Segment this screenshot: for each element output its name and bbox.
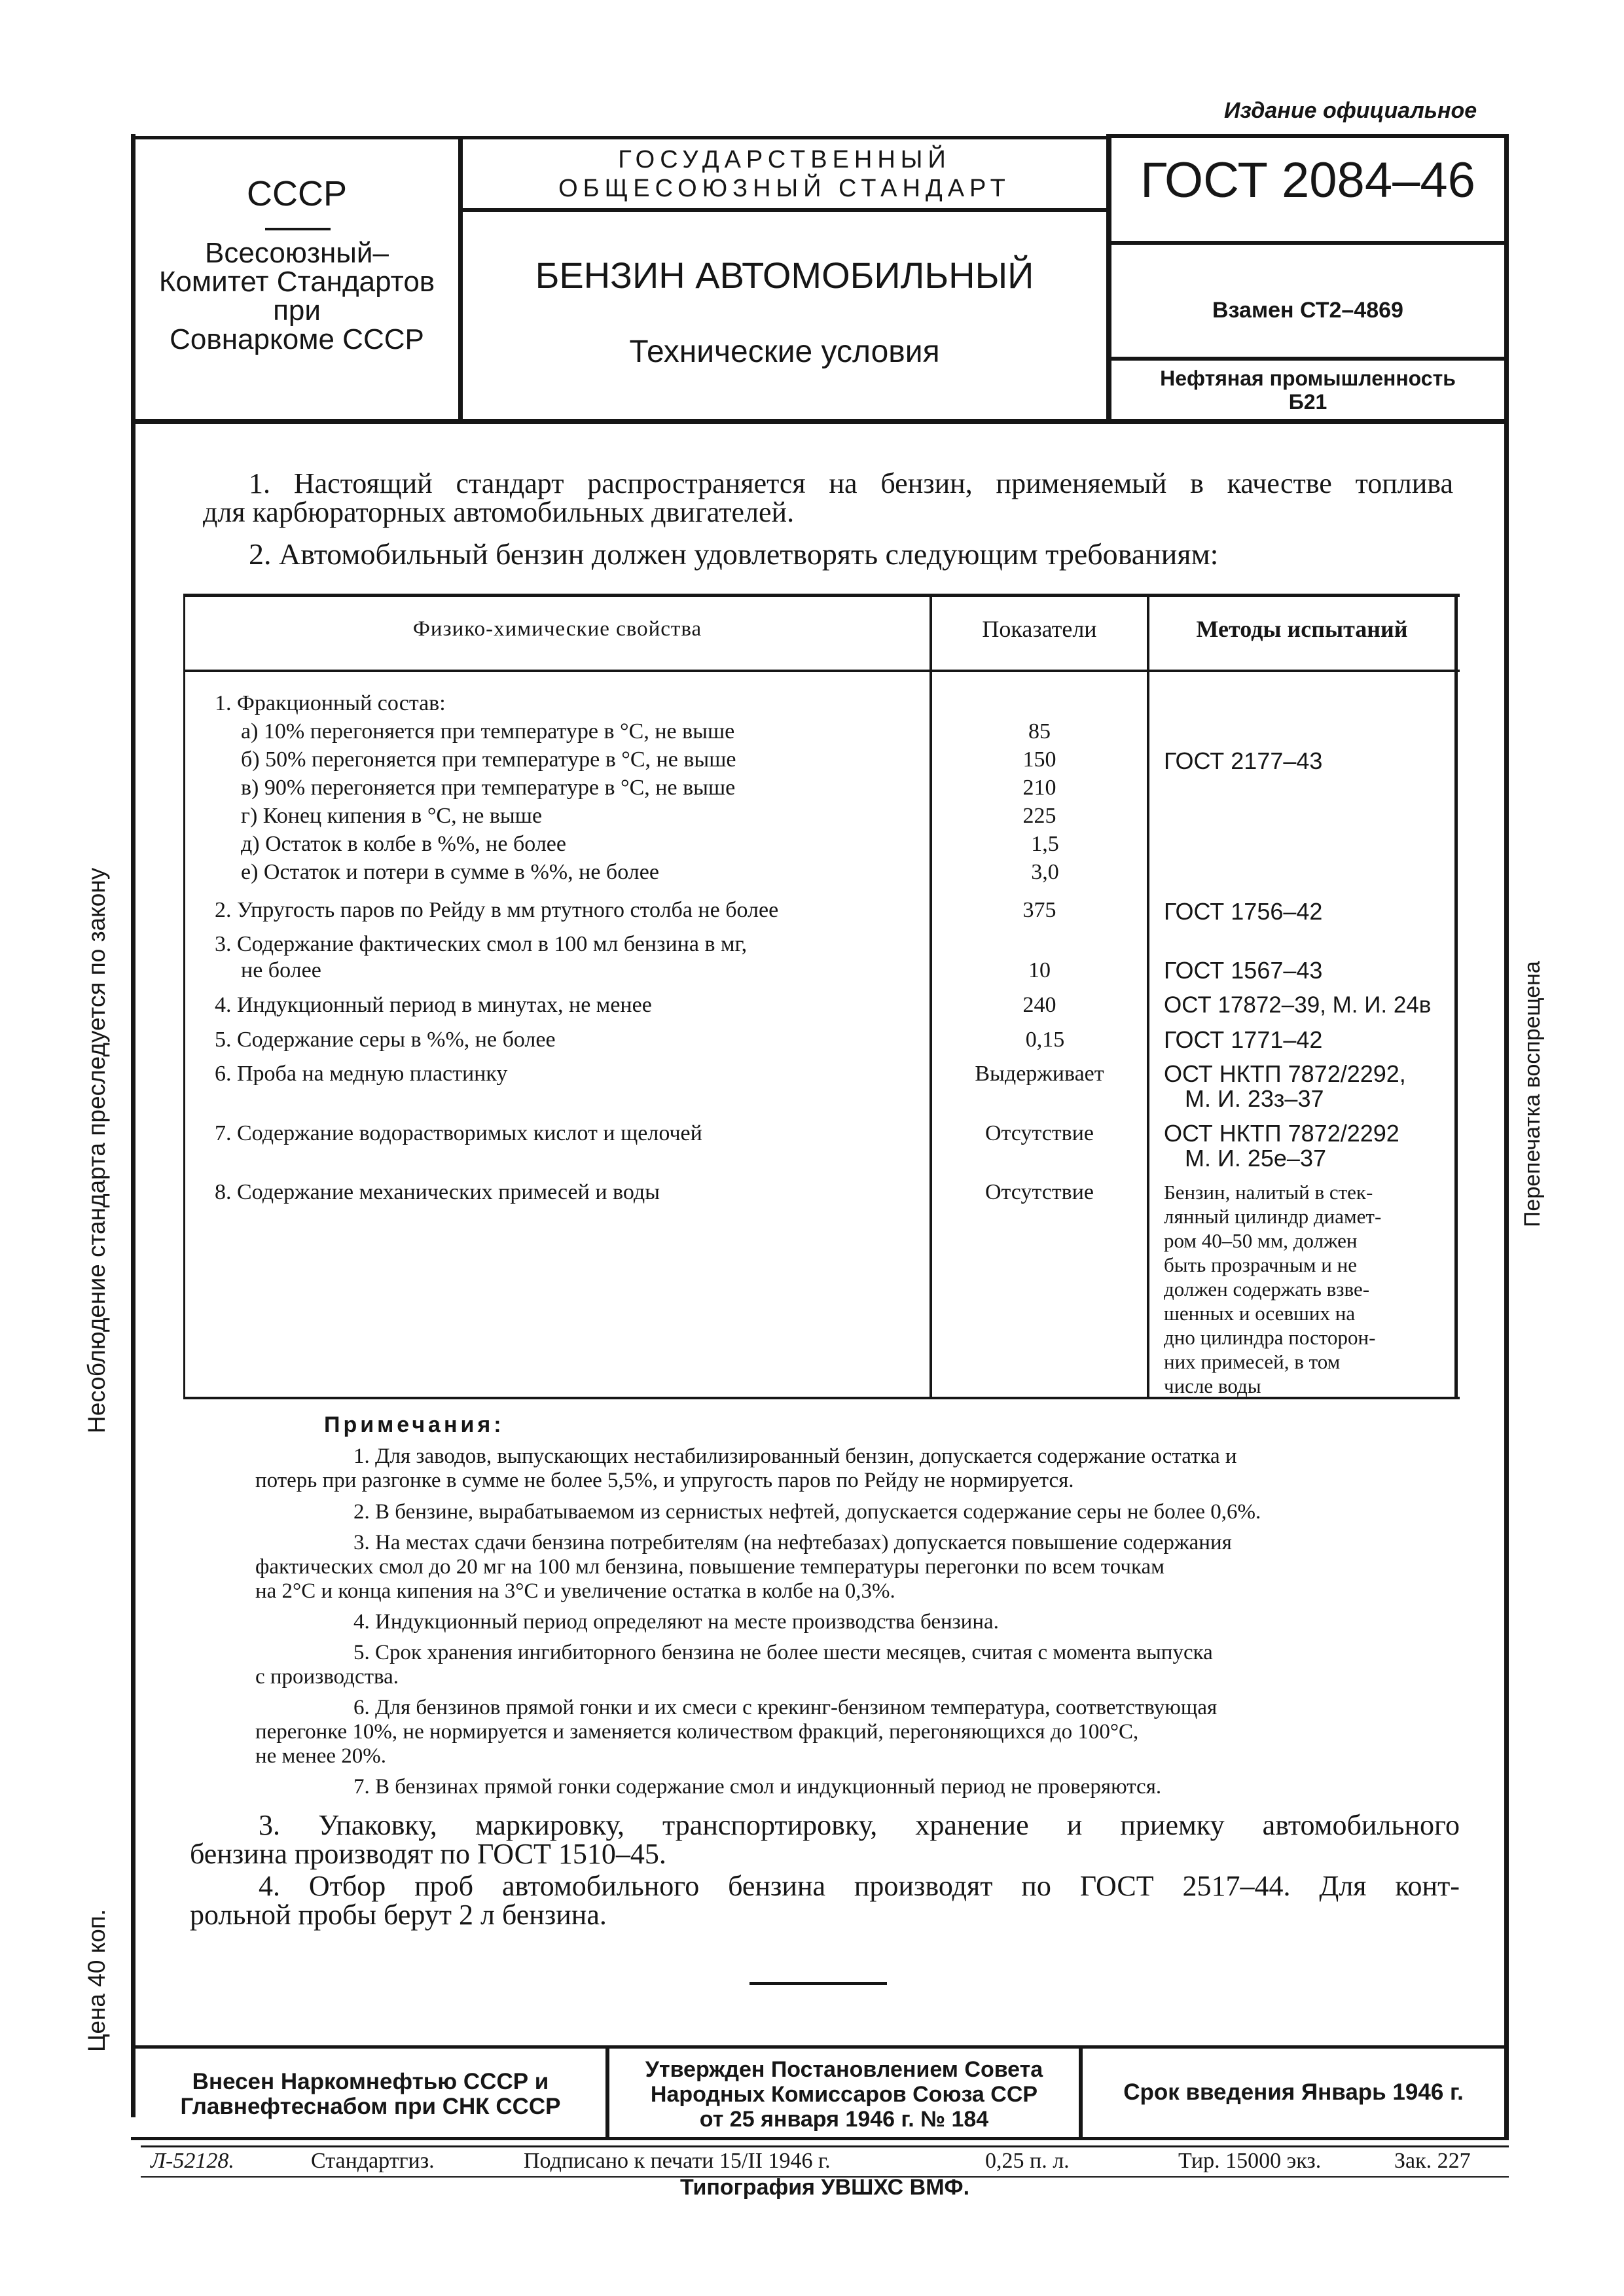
table-left-rule — [183, 594, 185, 1399]
industry-label — [1111, 367, 1504, 414]
note-line-7: 4. Индукционный период определяют на месте производства бензина. — [353, 1610, 999, 1634]
group-line: Б21 — [1288, 390, 1327, 414]
table-row-6-property: 6. Проба на медную пластинку — [215, 1062, 508, 1086]
ussr-underline — [265, 228, 331, 230]
method-8-line-1: Бензин, налитый в стек- — [1164, 1181, 1373, 1204]
paragraph-4 — [190, 1871, 1460, 1936]
table-row-6-value: Выдерживает — [975, 1062, 1104, 1086]
table-row-8-value: Отсутствие — [984, 1180, 1094, 1204]
method-8-line-6: шенных и осевших на — [1164, 1302, 1356, 1325]
method-8-line-4: быть прозрачным и не — [1164, 1253, 1357, 1276]
table-row-7-property: 7. Содержание водорастворимых кислот и щелочей — [215, 1121, 702, 1145]
note-line-11: перегонке 10%, не нормируется и заменяется количеством фракций, перегоняющихся до 100°С, — [255, 1720, 1139, 1744]
gost-number: ГОСТ 2084–46 — [1140, 152, 1475, 208]
footer-bottom-rule — [131, 2137, 1509, 2140]
table-row-1f-value: 3,0 — [1031, 860, 1059, 884]
imprint-code: Л-52128. — [151, 2149, 234, 2173]
introduced-line-2: Главнефтеснабом при СНК СССР — [180, 2094, 561, 2119]
table-row-3-method: ГОСТ 1567–43 — [1164, 957, 1323, 984]
table-row-3-property-cont: не более — [241, 958, 321, 982]
standard-type — [463, 145, 1106, 203]
table-row-5-method: ГОСТ 1771–42 — [1164, 1026, 1323, 1053]
header-top-rule — [1106, 134, 1507, 138]
table-row-6-method-cont: М. И. 23з–37 — [1185, 1085, 1324, 1112]
table-row-1d-property: г) Конец кипения в °С, не выше — [241, 804, 543, 828]
table-row-2-value: 375 — [1022, 898, 1056, 922]
committee-line-3: при — [273, 295, 321, 327]
table-row-1b-value: 150 — [1022, 747, 1056, 772]
table-right-rule — [1454, 596, 1458, 1399]
side-law-notice: Несоблюдение стандарта преследуется по закону — [83, 867, 110, 1433]
footer-top-rule — [131, 2045, 1509, 2049]
method-8-line-3: ром 40–50 мм, должен — [1164, 1229, 1358, 1252]
table-row-2-method: ГОСТ 1756–42 — [1164, 898, 1323, 925]
table-row-5-property: 5. Содержание серы в %%, не более — [215, 1028, 556, 1052]
table-col-rule-2 — [1147, 596, 1149, 1399]
paragraph-1 — [203, 468, 1453, 527]
replaces-rule — [1111, 357, 1504, 361]
header-divider-2 — [1106, 134, 1111, 419]
standard-type-line-1: ГОСУДАРСТВЕННЫЙ — [618, 146, 951, 173]
note-line-12: не менее 20%. — [255, 1744, 387, 1768]
footer-introduced — [135, 2070, 605, 2119]
table-row-1a-property: а) 10% перегоняется при температуре в °С, не выше — [241, 719, 735, 744]
committee-line-1: Всесоюзный– — [205, 237, 389, 269]
method-8-line-2: лянный цилиндр диамет- — [1164, 1205, 1382, 1228]
method-8-line-7: дно цилиндра посторон- — [1164, 1326, 1376, 1349]
table-row-7-method: ОСТ НКТП 7872/2292 — [1164, 1120, 1399, 1147]
ussr-label: СССР — [246, 174, 347, 213]
committee-line-4: Совнаркоме СССР — [170, 323, 424, 355]
header-top-rule-left — [131, 136, 1106, 139]
table-row-1c-property: в) 90% перегоняется при температуре в °С, не выше — [241, 776, 736, 800]
table-row-3-value: 10 — [1028, 958, 1051, 982]
method-8-line-8: них примесей, в том — [1164, 1350, 1341, 1373]
table-row-1e-property: д) Остаток в колбе в %%, не более — [241, 832, 566, 856]
note-line-4: 3. На местах сдачи бензина потребителям (на нефтебазах) допускается повышение содержания — [353, 1531, 1232, 1554]
imprint-publisher: Стандартгиз. — [311, 2149, 435, 2173]
note-line-5: фактических смол до 20 мг на 100 мл бензина, повышение температуры перегонки по всем точкам — [255, 1555, 1165, 1579]
document-title: БЕНЗИН АВТОМОБИЛЬНЫЙ — [535, 255, 1034, 296]
table-row-8-property: 8. Содержание механических примесей и воды — [215, 1180, 660, 1204]
note-line-3: 2. В бензине, вырабатываемом из сернистых нефтей, допускается содержание серы не более 0,6%. — [353, 1500, 1261, 1524]
paragraph-3 — [190, 1810, 1460, 1875]
standard-type-rule — [463, 208, 1106, 212]
paragraph-4-line-1: 4. Отбор проб автомобильного бензина производят по ГОСТ 2517–44. Для конт- — [259, 1870, 1460, 1902]
notes-heading: Примечания: — [324, 1412, 505, 1437]
footer-effective-date: Срок введения Январь 1946 г. — [1123, 2079, 1464, 2105]
method-8-line-9: числе воды — [1164, 1374, 1261, 1397]
paragraph-3-line-1: 3. Упаковку, маркировку, транспортировку, хранение и приемку автомобильного — [259, 1809, 1460, 1841]
note-line-13: 7. В бензинах прямой гонки содержание смол и индукционный период не проверяются. — [353, 1775, 1162, 1799]
paragraph-3-line-2: бензина производят по ГОСТ 1510–45. — [190, 1838, 666, 1870]
method-8-line-5: должен содержать взве- — [1164, 1278, 1370, 1300]
note-line-9: с производства. — [255, 1665, 399, 1689]
note-line-1: 1. Для заводов, выпускающих нестабилизированный бензин, допускается содержание остатка и — [353, 1444, 1237, 1468]
side-reprint-notice: Перепечатка воспрещена — [1520, 961, 1545, 1227]
edition-label: Издание официальное — [1224, 98, 1477, 123]
table-row-4-value: 240 — [1022, 993, 1056, 1017]
table-header-method: Методы испытаний — [1196, 616, 1408, 642]
paragraph-4-line-2: рольной пробы берут 2 л бензина. — [190, 1899, 607, 1931]
table-row-4-property: 4. Индукционный период в минутах, не менее — [215, 993, 652, 1017]
table-header-value: Показатели — [982, 616, 1097, 642]
imprint-run: Тир. 15000 экз. — [1178, 2149, 1322, 2173]
paragraph-1-line-1: 1. Настоящий стандарт распространяется на бензин, применяемый в качестве топлива — [249, 467, 1453, 499]
imprint-signed: Подписано к печати 15/II 1946 г. — [524, 2149, 831, 2173]
table-row-7-value: Отсутствие — [984, 1121, 1094, 1145]
imprint-top-rule — [141, 2145, 1509, 2147]
paragraph-1-line-2: для карбюраторных автомобильных двигателей. — [203, 496, 795, 528]
table-header-rule — [183, 670, 1460, 672]
table-row-4-method: ОСТ 17872–39, М. И. 24в — [1164, 992, 1432, 1018]
footer-approved — [609, 2057, 1079, 2132]
imprint-line — [151, 2149, 1499, 2178]
table-row-1e-value: 1,5 — [1031, 832, 1059, 856]
table-row-1d-value: 225 — [1022, 804, 1056, 828]
table-row-8-method — [1164, 1180, 1381, 1398]
imprint-order: Зак. 227 — [1394, 2149, 1471, 2173]
approved-line-1: Утвержден Постановлением Совета — [645, 2057, 1043, 2082]
table-row-1a-value: 85 — [1028, 719, 1051, 744]
table-row-3-property: 3. Содержание фактических смол в 100 мл бензина в мг, — [215, 932, 748, 956]
table-row-1-property: 1. Фракционный состав: — [215, 691, 446, 715]
note-line-8: 5. Срок хранения ингибиторного бензина не более шести месяцев, считая с момента выпуска — [353, 1641, 1213, 1664]
printer-label: Типография УВШХС ВМФ. — [679, 2175, 970, 2200]
side-price: Цена 40 коп. — [83, 1909, 110, 2052]
approved-line-3: от 25 января 1946 г. № 184 — [699, 2107, 989, 2132]
approved-line-2: Народных Комиссаров Союза ССР — [650, 2082, 1038, 2107]
frame-left — [131, 134, 135, 2117]
imprint-sheets: 0,25 п. л. — [985, 2149, 1070, 2173]
paragraph-2: 2. Автомобильный бензин должен удовлетворять следующим требованиям: — [249, 537, 1219, 571]
replaces-label: Взамен СТ2–4869 — [1212, 298, 1403, 323]
table-top-rule — [183, 594, 1460, 597]
table-row-1-method: ГОСТ 2177–43 — [1164, 747, 1323, 774]
table-row-1f-property: е) Остаток и потери в сумме в %%, не более — [241, 860, 659, 884]
table-row-2-property: 2. Упругость паров по Рейду в мм ртутного столба не более — [215, 898, 779, 922]
table-row-7-method-cont: М. И. 25е–37 — [1185, 1145, 1326, 1172]
committee-block — [135, 239, 458, 354]
committee-line-2: Комитет Стандартов — [158, 266, 435, 298]
table-row-5-value: 0,15 — [1025, 1028, 1065, 1052]
note-line-10: 6. Для бензинов прямой гонки и их смеси с крекинг-бензином температура, соответствующая — [353, 1696, 1218, 1719]
industry-line: Нефтяная промышленность — [1160, 367, 1456, 390]
header-bottom-rule — [131, 419, 1509, 424]
document-subtitle: Технические условия — [629, 334, 940, 369]
standard-type-line-2: ОБЩЕСОЮЗНЫЙ СТАНДАРТ — [558, 175, 1011, 202]
end-rule — [749, 1982, 887, 1985]
table-row-1c-value: 210 — [1022, 776, 1056, 800]
note-line-6: на 2°С и конца кипения на 3°С и увеличение остатка в колбе на 0,3%. — [255, 1579, 895, 1603]
note-line-2: потерь при разгонке в сумме не более 5,5%, и упругость паров по Рейду не нормируется. — [255, 1469, 1074, 1492]
gost-rule — [1111, 241, 1504, 245]
table-row-1b-property: б) 50% перегоняется при температуре в °С, не выше — [241, 747, 736, 772]
introduced-line-1: Внесен Наркомнефтью СССР и — [192, 2069, 549, 2094]
table-header-property: Физико-химические свойства — [412, 617, 702, 641]
footer-right-rule — [1504, 2045, 1509, 2140]
header-divider-1 — [458, 137, 463, 419]
table-row-6-method: ОСТ НКТП 7872/2292, — [1164, 1060, 1406, 1087]
